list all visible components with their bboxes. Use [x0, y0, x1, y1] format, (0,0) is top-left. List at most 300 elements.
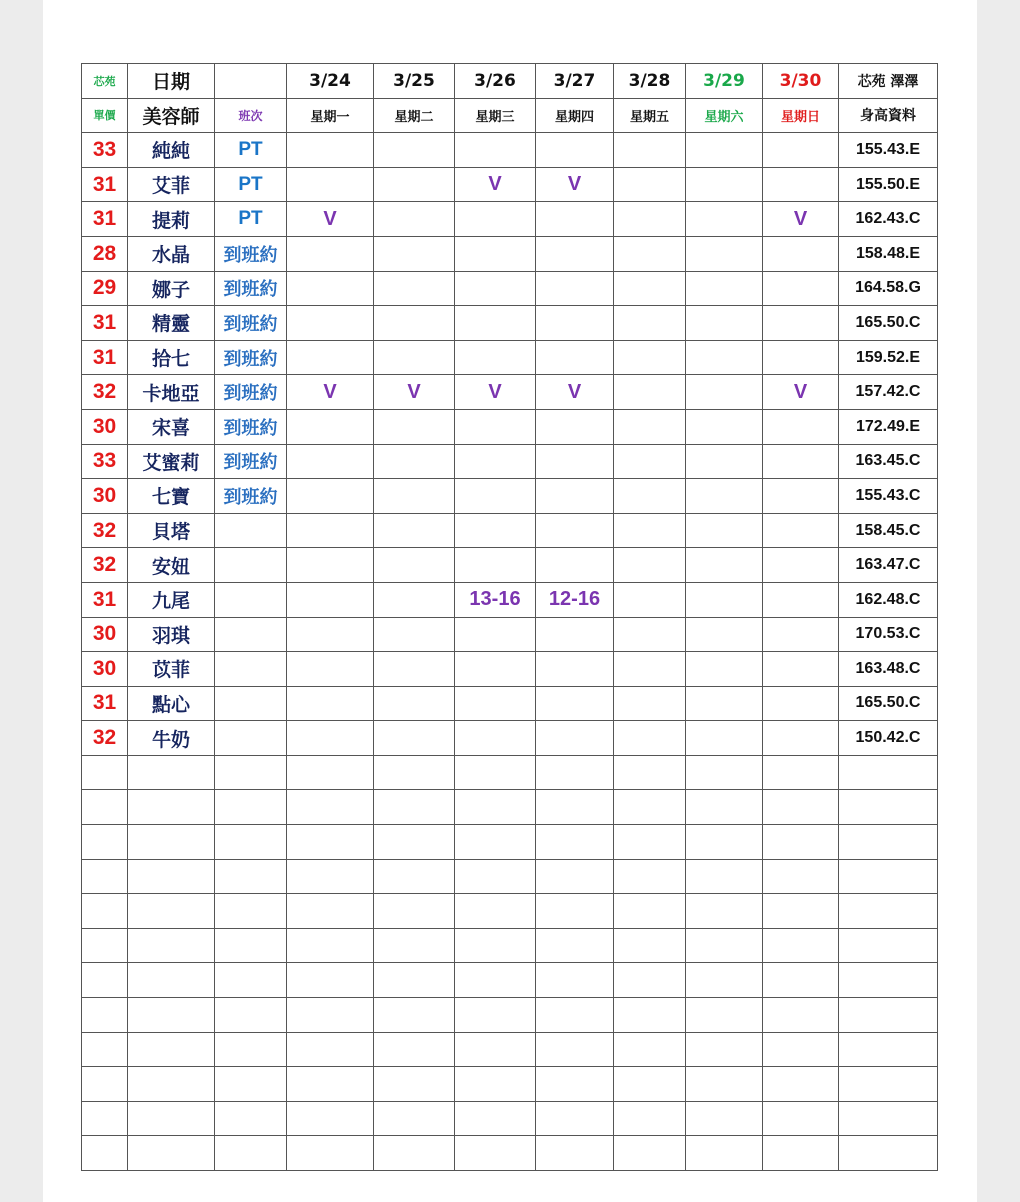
price-cell: 31	[82, 582, 128, 617]
empty-cell	[536, 998, 614, 1033]
date-tue: 3/25	[374, 64, 455, 99]
empty-row	[82, 825, 938, 860]
day-mark-cell	[455, 409, 536, 444]
table-row	[82, 582, 938, 617]
day-mark-cell	[763, 617, 839, 652]
empty-cell	[763, 1136, 839, 1171]
day-mark-cell	[374, 686, 455, 721]
day-mark-cell	[455, 513, 536, 548]
empty-cell	[287, 1136, 374, 1171]
day-mark-cell	[686, 444, 763, 479]
empty-cell	[215, 1101, 287, 1136]
height-cell: 163.47.C	[839, 548, 938, 583]
height-cell: 163.48.C	[839, 652, 938, 687]
empty-cell	[215, 825, 287, 860]
empty-cell	[455, 1136, 536, 1171]
weekday-mon: 星期一	[287, 98, 374, 133]
empty-cell	[128, 790, 215, 825]
empty-cell	[839, 963, 938, 998]
empty-cell	[536, 1136, 614, 1171]
empty-cell	[374, 790, 455, 825]
empty-cell	[455, 998, 536, 1033]
day-mark-cell	[287, 548, 374, 583]
day-mark-cell	[374, 617, 455, 652]
table-row	[82, 686, 938, 721]
height-cell: 162.48.C	[839, 582, 938, 617]
day-mark-cell	[374, 236, 455, 271]
empty-cell	[215, 894, 287, 929]
stylist-name: 羽琪	[128, 617, 215, 652]
empty-cell	[763, 859, 839, 894]
empty-cell	[82, 1136, 128, 1171]
empty-cell	[536, 1067, 614, 1102]
day-mark-cell	[686, 479, 763, 514]
empty-cell	[536, 790, 614, 825]
empty-cell	[287, 755, 374, 790]
day-mark-cell	[374, 721, 455, 756]
day-mark-cell	[287, 582, 374, 617]
date-thu: 3/27	[536, 64, 614, 99]
table-row	[82, 409, 938, 444]
empty-cell	[128, 928, 215, 963]
day-mark-cell	[455, 202, 536, 237]
day-mark-cell	[455, 652, 536, 687]
height-cell: 155.43.C	[839, 479, 938, 514]
empty-cell	[374, 963, 455, 998]
empty-cell	[82, 928, 128, 963]
day-mark-cell	[614, 582, 686, 617]
day-mark-cell	[686, 686, 763, 721]
day-mark-cell	[763, 340, 839, 375]
day-mark-cell	[287, 652, 374, 687]
empty-cell	[614, 859, 686, 894]
empty-cell	[763, 928, 839, 963]
empty-row	[82, 894, 938, 929]
table-row	[82, 306, 938, 341]
empty-row	[82, 963, 938, 998]
height-cell: 158.45.C	[839, 513, 938, 548]
day-mark-cell	[287, 271, 374, 306]
day-mark-cell: V	[536, 375, 614, 410]
empty-cell	[763, 963, 839, 998]
day-mark-cell	[287, 513, 374, 548]
day-mark-cell	[374, 306, 455, 341]
empty-cell	[128, 894, 215, 929]
day-mark-cell: V	[455, 167, 536, 202]
day-mark-cell	[686, 721, 763, 756]
empty-row	[82, 1032, 938, 1067]
day-mark-cell	[536, 306, 614, 341]
day-mark-cell	[686, 375, 763, 410]
day-mark-cell	[686, 271, 763, 306]
empty-cell	[839, 1032, 938, 1067]
stylist-name: 艾菲	[128, 167, 215, 202]
empty-cell	[455, 1101, 536, 1136]
day-mark-cell	[536, 340, 614, 375]
day-mark-cell	[614, 548, 686, 583]
empty-cell	[455, 963, 536, 998]
day-mark-cell	[374, 548, 455, 583]
empty-cell	[839, 825, 938, 860]
empty-cell	[374, 1032, 455, 1067]
empty-cell	[536, 1101, 614, 1136]
table-row	[82, 652, 938, 687]
day-mark-cell	[287, 409, 374, 444]
day-mark-cell	[287, 479, 374, 514]
blank-header-cell	[215, 64, 287, 99]
empty-cell	[614, 894, 686, 929]
empty-cell	[215, 963, 287, 998]
empty-cell	[287, 825, 374, 860]
height-cell: 155.50.E	[839, 167, 938, 202]
day-mark-cell	[686, 409, 763, 444]
empty-cell	[287, 963, 374, 998]
empty-row	[82, 928, 938, 963]
empty-cell	[763, 825, 839, 860]
empty-cell	[763, 790, 839, 825]
day-mark-cell	[614, 271, 686, 306]
height-cell: 172.49.E	[839, 409, 938, 444]
day-mark-cell	[686, 236, 763, 271]
day-mark-cell	[455, 133, 536, 168]
height-cell: 170.53.C	[839, 617, 938, 652]
stylist-name: 提莉	[128, 202, 215, 237]
height-cell: 157.42.C	[839, 375, 938, 410]
empty-cell	[215, 1032, 287, 1067]
table-row	[82, 548, 938, 583]
empty-cell	[839, 859, 938, 894]
empty-cell	[374, 755, 455, 790]
day-mark-cell	[536, 513, 614, 548]
empty-cell	[128, 1067, 215, 1102]
stylist-name: 卡地亞	[128, 375, 215, 410]
empty-row	[82, 998, 938, 1033]
stylist-name: 水晶	[128, 236, 215, 271]
day-mark-cell: V	[374, 375, 455, 410]
empty-cell	[536, 928, 614, 963]
day-mark-cell	[614, 479, 686, 514]
day-mark-cell	[763, 236, 839, 271]
empty-cell	[128, 998, 215, 1033]
weekday-tue: 星期二	[374, 98, 455, 133]
studio-name: 芯苑 澤澤	[839, 64, 938, 99]
empty-cell	[763, 998, 839, 1033]
empty-cell	[614, 963, 686, 998]
price-cell: 30	[82, 409, 128, 444]
date-label: 日期	[128, 64, 215, 99]
header-row-dates	[82, 64, 938, 99]
empty-cell	[128, 1101, 215, 1136]
day-mark-cell	[374, 582, 455, 617]
stylist-name: 貝塔	[128, 513, 215, 548]
day-mark-cell	[763, 306, 839, 341]
day-mark-cell	[455, 236, 536, 271]
empty-cell	[839, 790, 938, 825]
day-mark-cell	[614, 513, 686, 548]
day-mark-cell	[455, 271, 536, 306]
day-mark-cell	[614, 444, 686, 479]
day-mark-cell	[614, 306, 686, 341]
day-mark-cell: V	[536, 167, 614, 202]
shift-cell	[215, 513, 287, 548]
height-cell: 158.48.E	[839, 236, 938, 271]
empty-cell	[686, 755, 763, 790]
table-row	[82, 513, 938, 548]
empty-cell	[763, 1032, 839, 1067]
empty-cell	[763, 1101, 839, 1136]
shift-cell	[215, 548, 287, 583]
empty-cell	[686, 790, 763, 825]
price-cell: 33	[82, 444, 128, 479]
day-mark-cell	[763, 548, 839, 583]
day-mark-cell: V	[287, 375, 374, 410]
empty-cell	[82, 790, 128, 825]
day-mark-cell	[287, 686, 374, 721]
empty-cell	[686, 1032, 763, 1067]
shift-cell: PT	[215, 133, 287, 168]
day-mark-cell	[763, 167, 839, 202]
day-mark-cell	[686, 582, 763, 617]
day-mark-cell	[763, 444, 839, 479]
day-mark-cell	[614, 340, 686, 375]
stylist-name: 牛奶	[128, 721, 215, 756]
day-mark-cell	[763, 686, 839, 721]
stylist-name: 拾七	[128, 340, 215, 375]
day-mark-cell	[287, 617, 374, 652]
empty-cell	[215, 1067, 287, 1102]
empty-cell	[82, 1067, 128, 1102]
day-mark-cell	[686, 617, 763, 652]
day-mark-cell	[614, 167, 686, 202]
stylist-name: 純純	[128, 133, 215, 168]
empty-cell	[287, 790, 374, 825]
empty-cell	[287, 1032, 374, 1067]
empty-cell	[763, 894, 839, 929]
table-row	[82, 479, 938, 514]
empty-cell	[287, 859, 374, 894]
empty-cell	[455, 1032, 536, 1067]
empty-cell	[839, 998, 938, 1033]
price-cell: 31	[82, 202, 128, 237]
empty-row	[82, 1067, 938, 1102]
day-mark-cell	[614, 375, 686, 410]
day-mark-cell	[614, 236, 686, 271]
empty-cell	[839, 894, 938, 929]
stylist-name: 安妞	[128, 548, 215, 583]
height-cell: 165.50.C	[839, 686, 938, 721]
stylist-name: 七寶	[128, 479, 215, 514]
day-mark-cell	[614, 686, 686, 721]
day-mark-cell	[686, 202, 763, 237]
empty-cell	[839, 928, 938, 963]
price-cell: 32	[82, 375, 128, 410]
empty-cell	[287, 894, 374, 929]
empty-cell	[614, 998, 686, 1033]
price-cell: 31	[82, 686, 128, 721]
empty-cell	[128, 755, 215, 790]
shift-cell: 到班約	[215, 236, 287, 271]
day-mark-cell	[374, 202, 455, 237]
day-mark-cell	[374, 652, 455, 687]
empty-cell	[686, 1067, 763, 1102]
date-fri: 3/28	[614, 64, 686, 99]
empty-cell	[614, 825, 686, 860]
empty-cell	[614, 755, 686, 790]
price-cell: 30	[82, 652, 128, 687]
day-mark-cell	[374, 409, 455, 444]
table-row	[82, 617, 938, 652]
day-mark-cell	[287, 306, 374, 341]
day-mark-cell	[614, 617, 686, 652]
day-mark-cell	[686, 548, 763, 583]
day-mark-cell	[763, 479, 839, 514]
stylist-name: 艾蜜莉	[128, 444, 215, 479]
empty-cell	[686, 928, 763, 963]
shift-cell: 到班約	[215, 271, 287, 306]
date-mon: 3/24	[287, 64, 374, 99]
empty-cell	[374, 928, 455, 963]
day-mark-cell	[614, 721, 686, 756]
day-mark-cell	[614, 202, 686, 237]
empty-cell	[82, 1101, 128, 1136]
shift-label: 班次	[215, 98, 287, 133]
empty-cell	[374, 998, 455, 1033]
shift-cell	[215, 652, 287, 687]
empty-cell	[536, 825, 614, 860]
empty-cell	[686, 825, 763, 860]
day-mark-cell	[686, 306, 763, 341]
height-cell: 159.52.E	[839, 340, 938, 375]
stylist-name: 點心	[128, 686, 215, 721]
empty-cell	[215, 1136, 287, 1171]
empty-cell	[763, 1067, 839, 1102]
empty-cell	[536, 859, 614, 894]
day-mark-cell	[686, 652, 763, 687]
table-row	[82, 133, 938, 168]
empty-cell	[455, 859, 536, 894]
day-mark-cell	[287, 236, 374, 271]
shift-cell: 到班約	[215, 479, 287, 514]
stylist-name: 九尾	[128, 582, 215, 617]
day-mark-cell	[686, 133, 763, 168]
price-label: 單價	[82, 98, 128, 133]
day-mark-cell	[455, 686, 536, 721]
schedule-body	[82, 64, 938, 1171]
price-cell: 30	[82, 479, 128, 514]
day-mark-cell	[374, 167, 455, 202]
empty-row	[82, 790, 938, 825]
empty-cell	[614, 1101, 686, 1136]
empty-cell	[455, 1067, 536, 1102]
day-mark-cell	[287, 133, 374, 168]
day-mark-cell	[763, 513, 839, 548]
empty-cell	[536, 1032, 614, 1067]
stylist-name: 精靈	[128, 306, 215, 341]
empty-cell	[455, 755, 536, 790]
empty-cell	[128, 825, 215, 860]
empty-cell	[215, 859, 287, 894]
price-cell: 31	[82, 306, 128, 341]
empty-cell	[763, 755, 839, 790]
price-cell: 28	[82, 236, 128, 271]
day-mark-cell	[455, 617, 536, 652]
empty-cell	[215, 790, 287, 825]
shift-cell: 到班約	[215, 375, 287, 410]
day-mark-cell	[614, 409, 686, 444]
empty-cell	[686, 859, 763, 894]
day-mark-cell	[536, 444, 614, 479]
day-mark-cell	[374, 513, 455, 548]
day-mark-cell	[455, 444, 536, 479]
shift-cell	[215, 686, 287, 721]
shift-cell	[215, 617, 287, 652]
day-mark-cell	[536, 271, 614, 306]
day-mark-cell	[536, 133, 614, 168]
empty-cell	[374, 825, 455, 860]
table-row	[82, 721, 938, 756]
price-cell: 33	[82, 133, 128, 168]
day-mark-cell	[455, 340, 536, 375]
shift-cell: PT	[215, 167, 287, 202]
empty-cell	[287, 928, 374, 963]
day-mark-cell	[536, 548, 614, 583]
day-mark-cell	[763, 271, 839, 306]
empty-cell	[82, 1032, 128, 1067]
stylist-name: 娜子	[128, 271, 215, 306]
empty-cell	[287, 998, 374, 1033]
shift-cell: PT	[215, 202, 287, 237]
empty-cell	[128, 1136, 215, 1171]
empty-cell	[82, 963, 128, 998]
empty-cell	[82, 825, 128, 860]
shift-cell: 到班約	[215, 409, 287, 444]
price-cell: 31	[82, 167, 128, 202]
day-mark-cell	[614, 133, 686, 168]
empty-cell	[455, 894, 536, 929]
day-mark-cell	[287, 721, 374, 756]
empty-cell	[614, 1032, 686, 1067]
weekday-sun: 星期日	[763, 98, 839, 133]
empty-cell	[536, 963, 614, 998]
table-row	[82, 340, 938, 375]
height-cell: 162.43.C	[839, 202, 938, 237]
day-mark-cell	[536, 236, 614, 271]
day-mark-cell	[763, 652, 839, 687]
height-label: 身高資料	[839, 98, 938, 133]
empty-cell	[374, 1067, 455, 1102]
weekday-wed: 星期三	[455, 98, 536, 133]
day-mark-cell	[614, 652, 686, 687]
empty-cell	[614, 790, 686, 825]
day-mark-cell: 12-16	[536, 582, 614, 617]
table-row	[82, 236, 938, 271]
day-mark-cell: 13-16	[455, 582, 536, 617]
shift-cell: 到班約	[215, 340, 287, 375]
empty-row	[82, 1136, 938, 1171]
weekday-thu: 星期四	[536, 98, 614, 133]
day-mark-cell	[536, 479, 614, 514]
day-mark-cell	[374, 444, 455, 479]
empty-cell	[839, 1101, 938, 1136]
height-cell: 150.42.C	[839, 721, 938, 756]
empty-cell	[455, 928, 536, 963]
shift-cell	[215, 582, 287, 617]
day-mark-cell	[763, 582, 839, 617]
header-row-weekdays	[82, 98, 938, 133]
day-mark-cell	[374, 271, 455, 306]
empty-cell	[686, 998, 763, 1033]
empty-cell	[215, 998, 287, 1033]
